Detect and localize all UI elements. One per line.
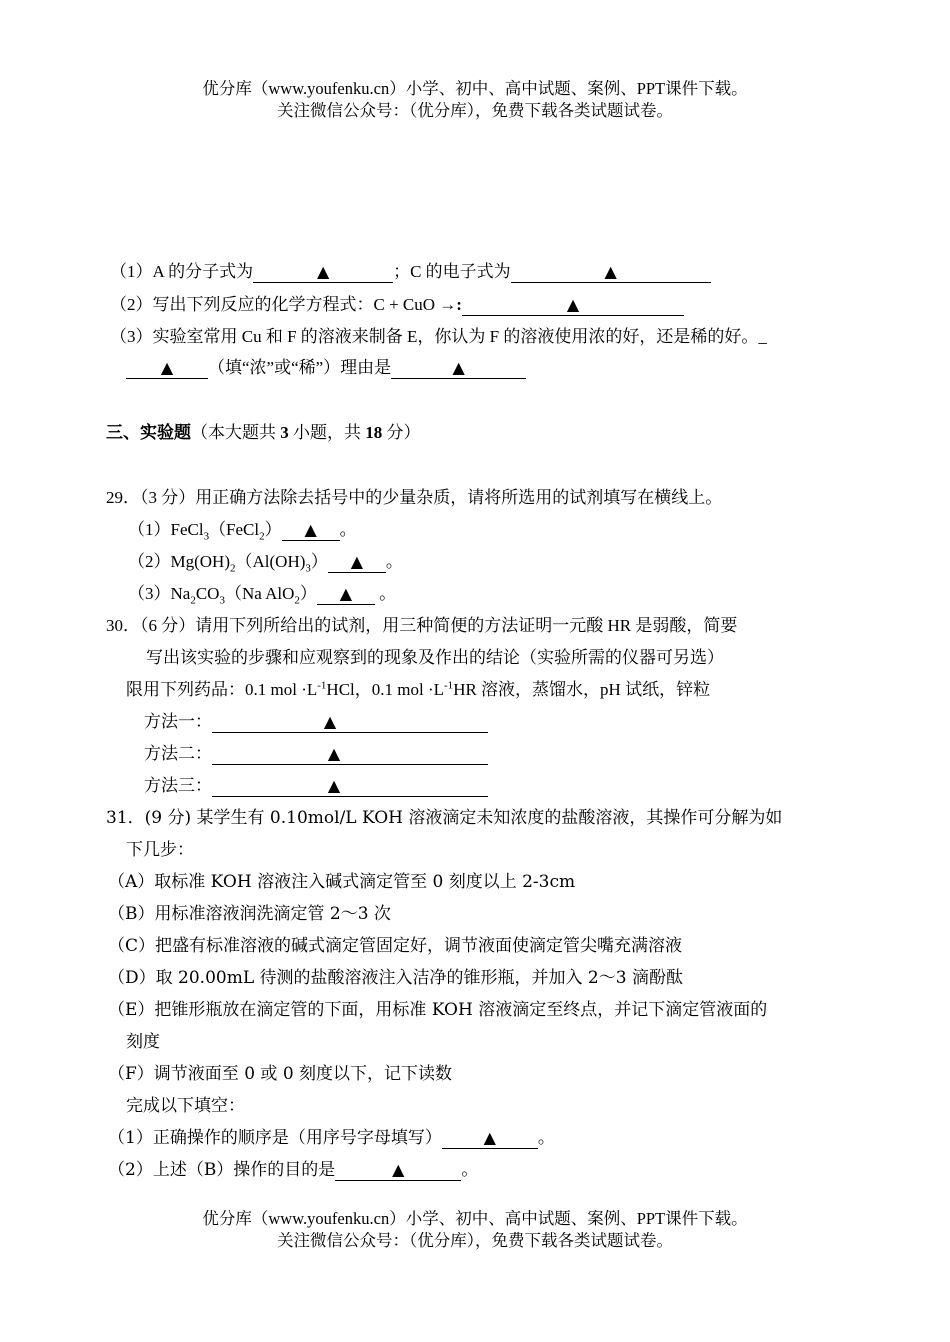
answer-blank[interactable]: [126, 358, 208, 379]
q29-stem: 29．（3 分）用正确方法除去括号中的少量杂质，请将所选用的试剂填写在横线上。: [106, 488, 723, 507]
q31-sub-2: （2）上述（B）操作的目的是 ▲ 。: [108, 1160, 479, 1180]
answer-mark-icon: ▲: [566, 295, 580, 314]
answer-blank[interactable]: [462, 295, 684, 316]
q31-step-e-cont: 刻度: [126, 1032, 160, 1052]
answer-blank[interactable]: [511, 262, 711, 283]
footer-line-1: 优分库（www.youfenku.cn）小学、初中、高中试题、案例、PPT课件下载。: [202, 1209, 748, 1228]
header-line-2: 关注微信公众号：（优分库），免费下载各类试题试卷。: [277, 101, 673, 120]
answer-mark-icon: ▲: [327, 744, 341, 763]
q28-part3: （3）实验室常用 Cu 和 F 的溶液来制备 E，你认为 F 的溶液使用浓的好，还是稀的好。_: [110, 327, 767, 346]
q28-part3-answer: ▲ （填“浓”或“稀”）理由是 ▲: [126, 356, 526, 380]
answer-mark-icon: ▲: [327, 776, 341, 795]
q31-stem-2: 下几步：: [126, 840, 194, 860]
answer-mark-icon: ▲: [316, 262, 330, 281]
q29-item-1: （1）FeCl$_3$（FeCl$_2$） ▲ 。: [128, 520, 357, 543]
answer-blank[interactable]: [253, 262, 393, 283]
q31-step-f: （F）调节液面至 0 或 0 刻度以下，记下读数: [108, 1064, 453, 1084]
answer-blank[interactable]: [335, 1160, 461, 1181]
header-line-1: 优分库（www.youfenku.cn）小学、初中、高中试题、案例、PPT课件下载。: [202, 79, 748, 98]
answer-mark-icon: ▲: [604, 262, 617, 281]
q30-method-2: 方法二： ▲: [144, 742, 488, 766]
q28-part2: （2）写出下列反应的化学方程式：C + CuO →: ▲: [110, 293, 684, 317]
answer-blank[interactable]: [282, 520, 340, 541]
answer-mark-icon: ▲: [160, 358, 174, 377]
answer-blank[interactable]: [317, 584, 375, 605]
q31-step-b: （B）用标准溶液润洗滴定管 2～3 次: [108, 904, 391, 924]
q30-stem-2: 写出该实验的步骤和应观察到的现象及作出的结论（实验所需的仪器可另选）: [146, 648, 724, 667]
answer-blank[interactable]: [212, 744, 488, 765]
q31-step-d: （D）取 20.00mL 待测的盐酸溶液注入洁净的锥形瓶，并加入 2～3 滴酚酞: [108, 968, 683, 988]
footer-line-2: 关注微信公众号：（优分库），免费下载各类试题试卷。: [277, 1231, 673, 1250]
q29-item-2: $(2)Mg(OH)_2(Al(OH)_3)$ ▲ 。: [128, 552, 403, 575]
q29-item-3: $(3)Na_2CO_3(Na$ AlO$_2$） ▲ 。: [128, 584, 397, 607]
answer-blank[interactable]: [328, 552, 386, 573]
answer-blank[interactable]: [442, 1128, 538, 1149]
q31-step-c: （C）把盛有标准溶液的碱式滴定管固定好，调节液面使滴定管尖嘴充满溶液: [108, 936, 683, 956]
q31-step-e: （E）把锥形瓶放在滴定管的下面，用标准 KOH 溶液滴定至终点，并记下滴定管液面的: [108, 1000, 768, 1020]
section-heading: 三、实验题（本大题共 3 小题，共 18 分）: [106, 423, 421, 442]
q28-part1: （1）A 的分子式为 ▲ ；C 的电子式为 ▲: [110, 260, 711, 284]
answer-mark-icon: ▲: [304, 520, 317, 539]
answer-blank[interactable]: [212, 776, 488, 797]
answer-blank[interactable]: [212, 712, 488, 733]
answer-mark-icon: ▲: [350, 552, 364, 571]
q30-method-1: 方法一： ▲: [144, 710, 488, 734]
q31-sub-1: （1）正确操作的顺序是（用序号字母填写） ▲ 。: [108, 1128, 555, 1148]
answer-blank[interactable]: [391, 358, 526, 379]
q30-stem-1: 30．（6 分）请用下列所给出的试剂，用三种简便的方法证明一元酸 HR 是弱酸，简要: [106, 616, 738, 635]
q30-method-3: 方法三： ▲: [144, 774, 488, 798]
answer-mark-icon: ▲: [392, 1160, 405, 1179]
q30-reagents: 限用下列药品：0.1 mol $\cdot L^{-1}HCl$，0.1 mol $\cdot L^{-1}HR$ 溶液，蒸馏水，pH 试纸，锌粒: [126, 679, 711, 699]
answer-mark-icon: ▲: [323, 712, 337, 731]
answer-mark-icon: ▲: [483, 1128, 496, 1147]
q31-stem-1: 31．(9 分) 某学生有 0.10mol/L KOH 溶液滴定未知浓度的盐酸溶液，其操作可分解为如: [106, 808, 783, 828]
answer-mark-icon: ▲: [452, 358, 465, 377]
answer-mark-icon: ▲: [339, 584, 353, 603]
q31-fill-label: 完成以下填空：: [126, 1096, 245, 1116]
q31-step-a: （A）取标准 KOH 溶液注入碱式滴定管至 0 刻度以上 2-3cm: [108, 872, 576, 892]
